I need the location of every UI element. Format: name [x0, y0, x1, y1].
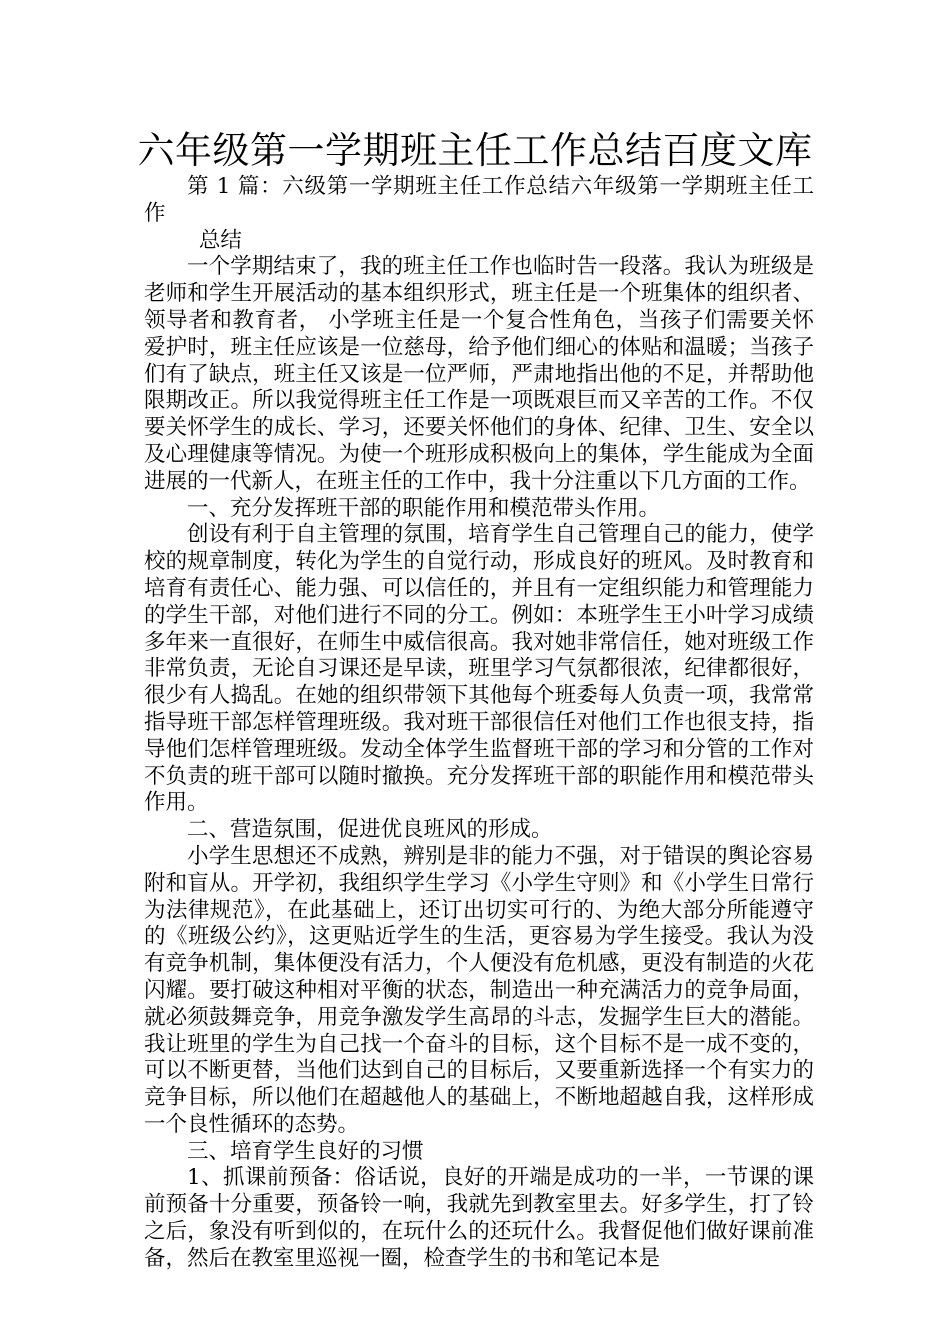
section-heading-1: 一、充分发挥班干部的职能作用和模范带头作用。 [187, 495, 661, 521]
paragraph-intro: 一个学期结束了，我的班主任工作也临时告一段落。我认为班级是老师和学生开展活动的基本组织形式，班主任是一个班集体的组织者、领导者和教育者， 小学班主任是一个复合性角色，当孩子们需要关怀爱护时，班主任应该是一位慈母，给予他们细心的体贴和温暖；当孩子们有了缺点，班主任又该是一位严师，严肃地指出他的不足，并帮助他限期改正。所以我觉得班主任工作是一项既艰巨而又辛苦的工作。不仅要关怀学生的成长、学习，还要关怀他们的身体、纪律、卫生、安全以及心理健康等情况。为使一个班形成积极向上的集体，学生能成为全面进展的一代新人，在班主任的工作中，我十分注重以下几方面的工作。 [144, 254, 814, 494]
paragraph-section-1: 创设有利于自主管理的氛围，培育学生自己管理自己的能力，使学校的规章制度，转化为学生的自觉行动，形成良好的班风。及时教育和培育有责任心、能力强、可以信任的，并且有一定组织能力和管理能力的学生干部，对他们进行不同的分工。例如：本班学生王小叶学习成绩多年来一直很好，在师生中威信很高。我对她非常信任，她对班级工作非常负责，无论自习课还是早读，班里学习气氛都很浓，纪律都很好，很少有人捣乱。在她的组织带领下其他每个班委每人负责一项，我常常指导班干部怎样管理班级。我对班干部很信任对他们工作也很支持，指导他们怎样管理班级。发动全体学生监督班干部的学习和分管的工作对不负责的班干部可以随时撤换。充分发挥班干部的职能作用和模范带头作用。 [144, 522, 814, 816]
section-heading-3: 三、培育学生良好的习惯 [187, 1138, 424, 1164]
paragraph-section-2: 小学生思想还不成熟，辨别是非的能力不强，对于错误的舆论容易附和盲从。开学初，我组织学生学习《小学生守则》和《小学生日常行为法律规范》，在此基础上，还订出切实可行的、为绝大部分所能遵守的《班级公约》，这更贴近学生的生活，更容易为学生接受。我认为没有竞争机制，集体便没有活力，个人便没有危机感，更没有制造的火花闪耀。要打破这种相对平衡的状态，制造出一种充满活力的竞争局面，就必须鼓舞竞争，用竞争激发学生高昂的斗志，发掘学生巨大的潜能。我让班里的学生为自己找一个奋斗的目标，这个目标不是一成不变的，可以不断更替，当他们达到自己的目标后，又要重新选择一个有实力的竞争目标，所以他们在超越他人的基础上，不断地超越自我，这样形成一个良性循环的态势。 [144, 843, 814, 1137]
document-title: 六年级第一学期班主任工作总结百度文库 [137, 129, 813, 172]
paragraph-summary-label: 总结 [198, 227, 242, 253]
document-body [144, 174, 814, 1273]
paragraph-heading: 第 1 篇：六级第一学期班主任工作总结六年级第一学期班主任工作 [144, 174, 814, 226]
paragraph-section-3: 1、抓课前预备：俗话说，良好的开端是成功的一半，一节课的课前预备十分重要，预备铃一响，我就先到教室里去。好多学生，打了铃之后，象没有听到似的，在玩什么的还玩什么。我督促他们做好课前准备，然后在教室里巡视一圈，检查学生的书和笔记本是 [144, 1165, 814, 1271]
section-heading-2: 二、营造氛围，促进优良班风的形成。 [187, 817, 553, 843]
